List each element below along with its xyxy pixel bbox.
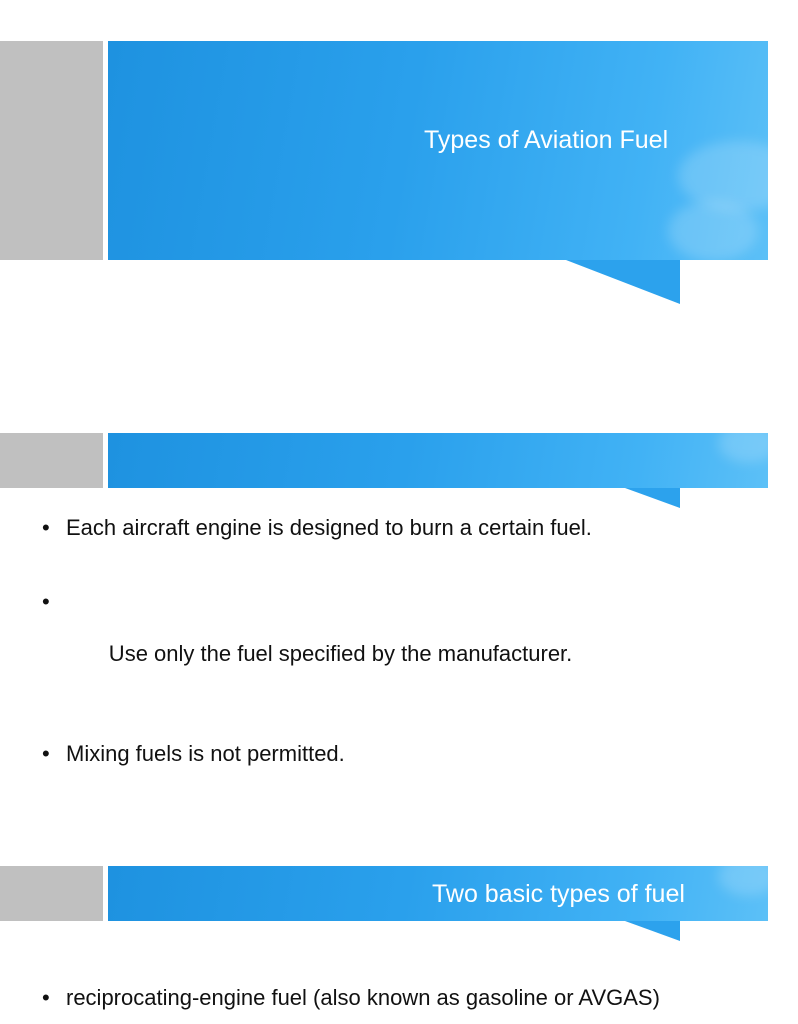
bullet-icon: • xyxy=(42,985,50,1010)
bullet-text: reciprocating-engine fuel (also known as gasoline or AVGAS) xyxy=(66,985,660,1010)
slide-3 xyxy=(0,866,768,1024)
slide-3-title-banner xyxy=(108,866,768,921)
slide-2-bullet-list xyxy=(42,515,592,767)
bullet-icon: • xyxy=(42,515,50,540)
bullet-icon: • xyxy=(42,589,50,614)
bullet-icon: • xyxy=(42,741,50,766)
bullet-text: Use only the fuel specified by the manufacturer. xyxy=(102,641,573,666)
slide-1-title: Types of Aviation Fuel xyxy=(424,126,669,154)
slide-3-side-block xyxy=(0,866,103,921)
slide-3-banner-tail xyxy=(625,921,680,941)
list-item xyxy=(42,589,592,693)
bullet-text: Each aircraft engine is designed to burn a certain fuel. xyxy=(66,515,592,540)
slide-3-bullet-list xyxy=(42,984,702,1012)
slide-2-side-block xyxy=(0,433,103,488)
slide-3-title: Two basic types of fuel xyxy=(432,880,685,908)
slide-1-banner-tail xyxy=(566,260,680,304)
slide-1 xyxy=(0,0,768,330)
list-item xyxy=(42,741,592,767)
slide-2 xyxy=(0,433,768,766)
slide-2-title-banner xyxy=(108,433,768,488)
list-item xyxy=(42,515,592,541)
list-item xyxy=(42,984,702,1012)
bullet-text: Mixing fuels is not permitted. xyxy=(66,741,345,766)
slide-1-side-block xyxy=(0,41,103,260)
slide-1-title-banner xyxy=(108,41,768,260)
slide-2-banner-tail xyxy=(625,488,680,508)
